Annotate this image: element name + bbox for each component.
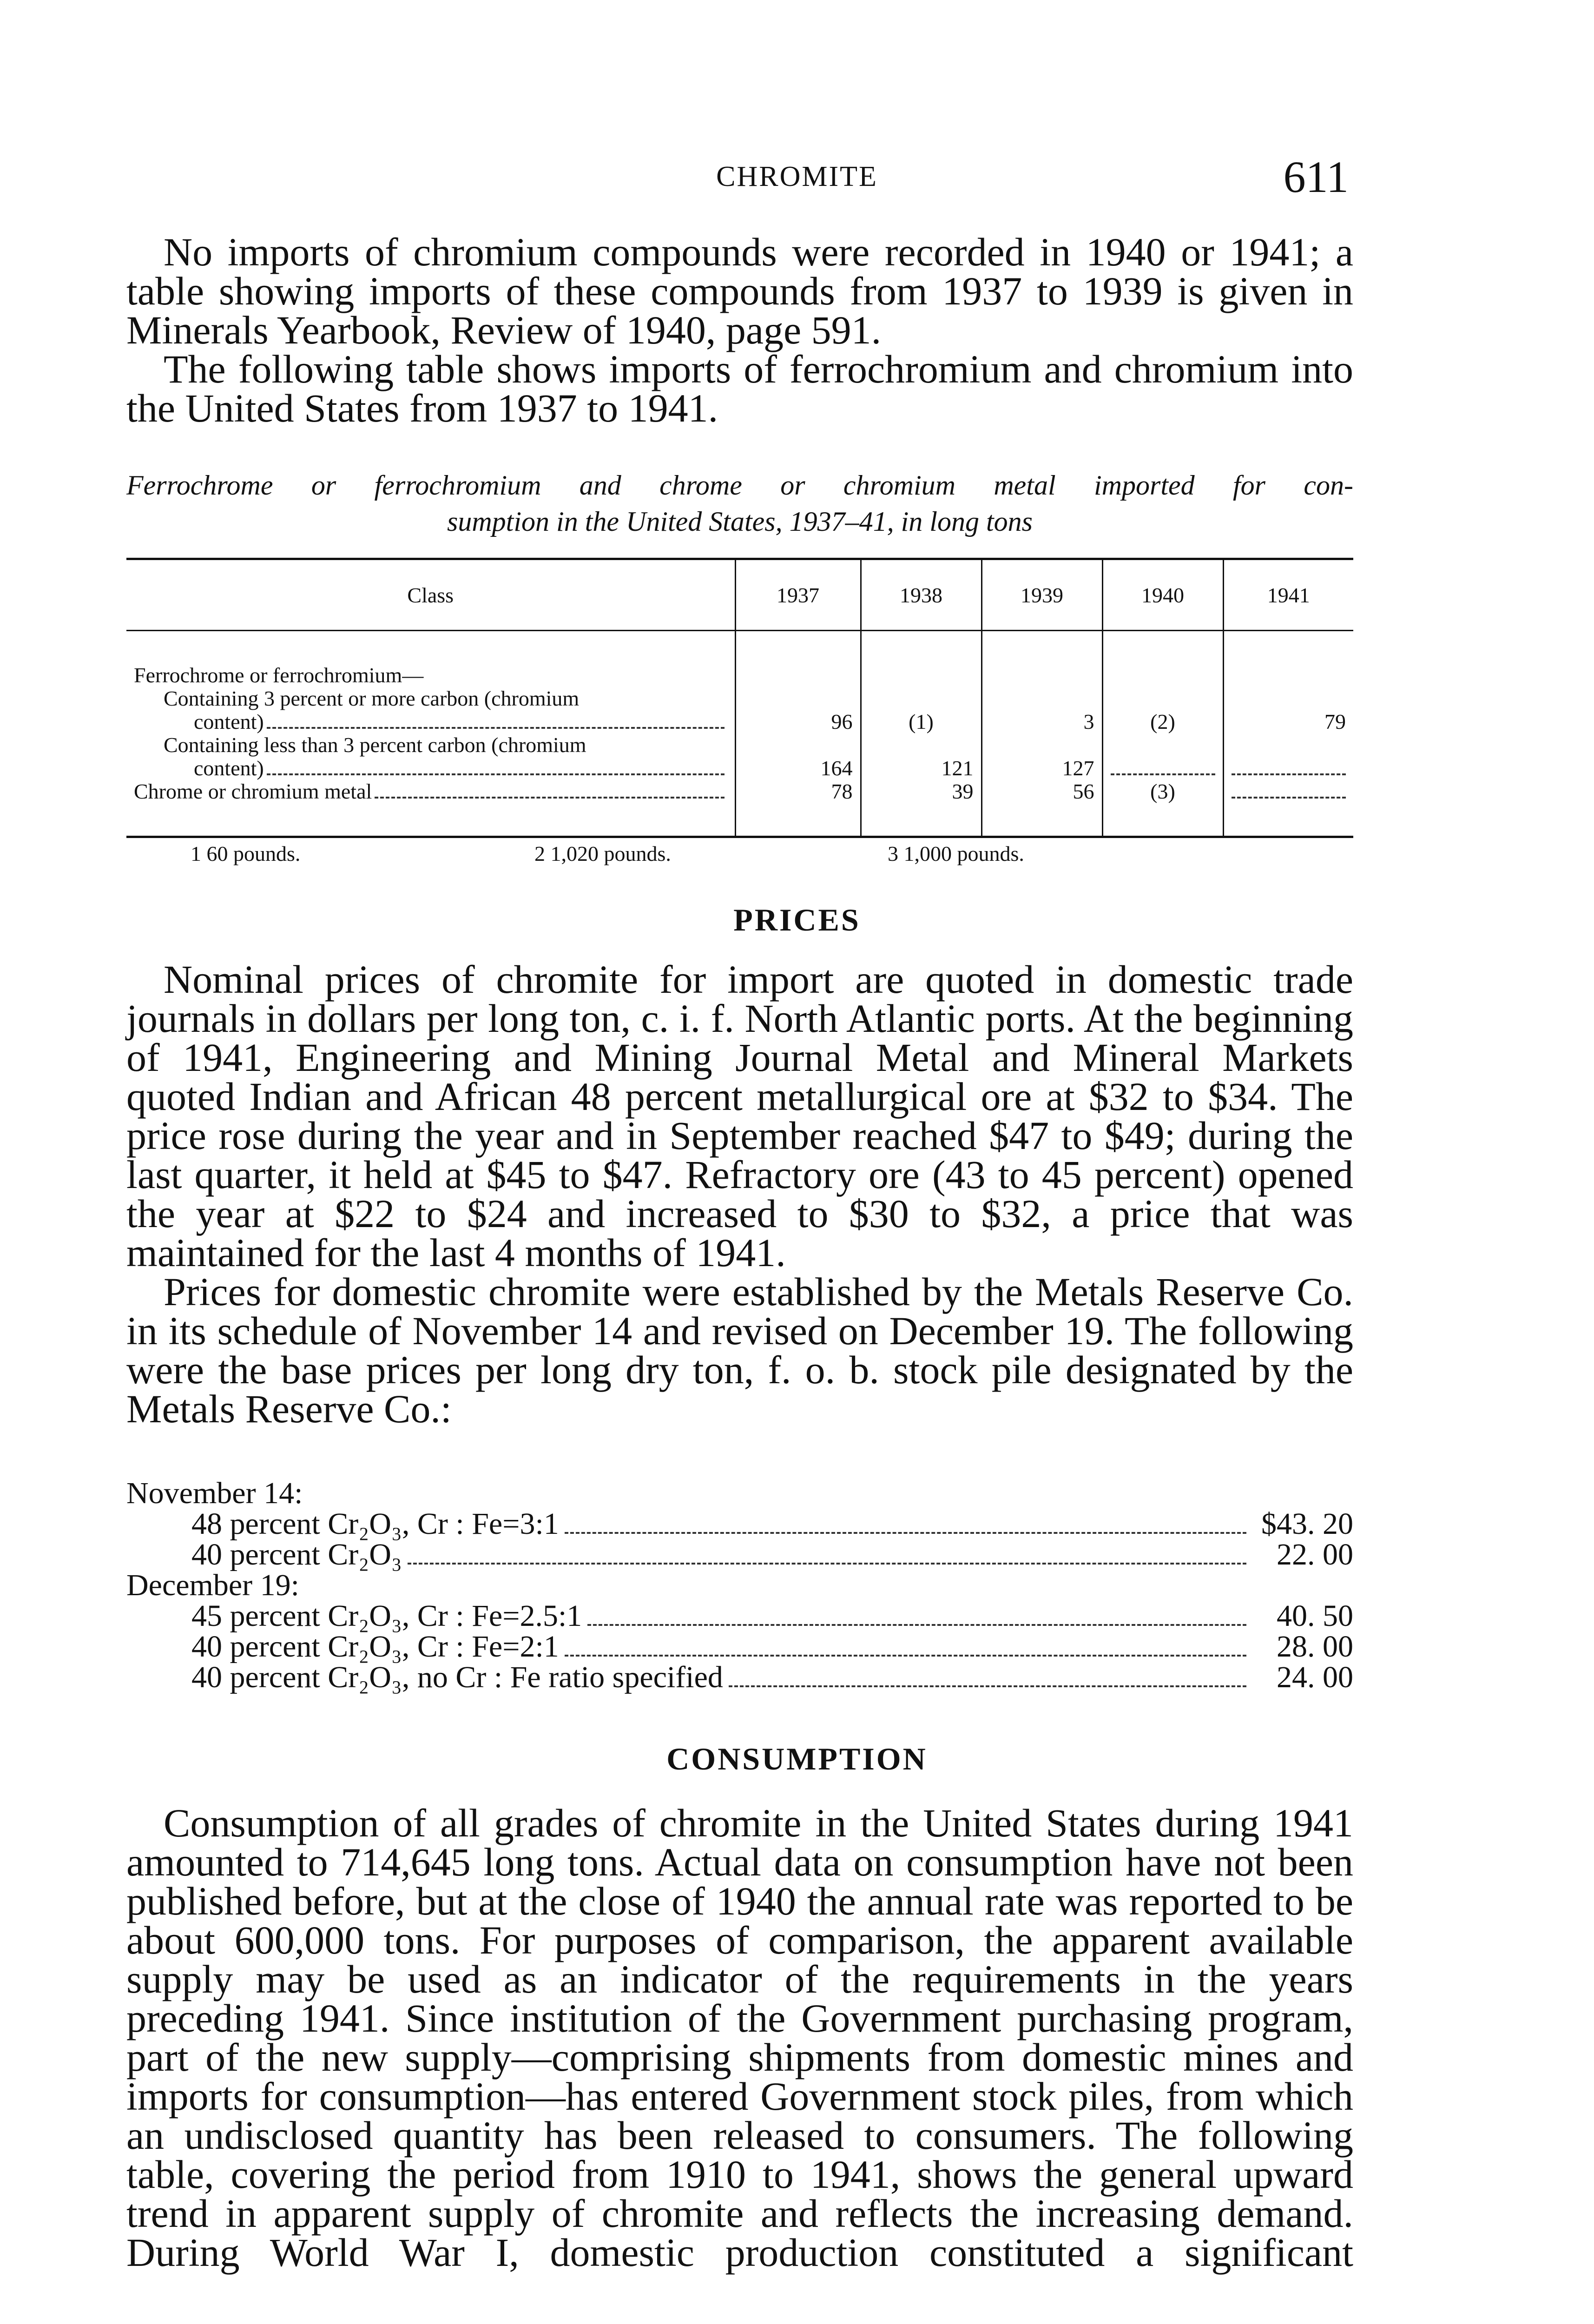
table-row [126,780,1353,837]
column-header: 1937 [735,559,861,631]
price-label: 40 percent Cr₂O₃ [191,1538,402,1571]
column-header: 1941 [1223,559,1353,631]
table-header-row [126,559,1353,631]
footnote: 2 1,020 pounds. [534,842,671,865]
table-cell: 164 [735,733,861,780]
price-row [126,1601,1353,1631]
table-cell: 56 [981,780,1102,837]
prices-section [126,957,1353,1431]
table-cell: 78 [735,780,861,837]
intro-section [126,232,1353,428]
table-cell: 96 [735,687,861,733]
price-row [126,1631,1353,1662]
price-row [126,1539,1353,1570]
table-cell: 79 [1223,687,1353,733]
column-header: 1938 [861,559,981,631]
prices-heading: PRICES [733,902,861,938]
footnote: 3 1,000 pounds. [888,842,1024,865]
row-label [126,733,735,780]
table-caption [126,467,1353,540]
price-label: 40 percent Cr₂O₃, no Cr : Fe ratio specified [191,1660,723,1694]
table-cell: (1) [861,687,981,733]
row-label [126,687,735,733]
table-cell-empty [1223,780,1353,837]
price-label: 48 percent Cr₂O₃, Cr : Fe=3:1 [191,1507,559,1541]
table-cell-empty [1102,733,1223,780]
consumption-section [126,1801,1353,2275]
running-head [0,152,1594,211]
footnote: 1 60 pounds. [191,842,301,865]
imports-table [126,558,1353,838]
prices-paragraph-1: Nominal prices of chromite for import are quoted in domestic trade journals in dollars per long ton, c. i. f. North Atlantic ports. At the beginning of 1941, Engineering and Mining Journal Metal and Mineral Markets quoted Indian and African 48 percent metallurgical ore at $32 to $34. The price rose during the year and in September reached $47 to $49; during the last quarter, it held at $45 to $47. Refractory ore (43 to 45 percent) opened the year at $22 to $24 and increased to $30 to $32, a price that was maintained for the last 4 months of 1941. [126,957,1353,1275]
row-label [126,780,735,837]
table-cell-empty [1223,733,1353,780]
table-cell: 127 [981,733,1102,780]
running-head-title: CHROMITE [716,161,878,192]
price-value: 22. 00 [1277,1538,1353,1571]
price-row [126,1662,1353,1693]
intro-paragraph-1: No imports of chromium compounds were recorded in 1940 or 1941; a table showing imports of these compounds from 1937 to 1939 is given in Minerals Yearbook, Review of 1940, page 591. [126,230,1353,352]
consumption-heading: CONSUMPTION [666,1741,928,1776]
table-cell: (3) [1102,780,1223,837]
column-header: Class [126,559,735,631]
column-header: 1939 [981,559,1102,631]
price-value: 28. 00 [1277,1630,1353,1664]
group-label: Ferrochrome or ferrochromium— [134,663,424,687]
table-cell: (2) [1102,687,1223,733]
table-caption-line-1: Ferrochrome or ferrochromium and chrome or chromium metal imported for con- [126,470,1353,501]
row-label-line: Containing 3 percent or more carbon (chromium [164,687,580,710]
row-label-line: content) [194,710,264,733]
price-value: $43. 20 [1261,1507,1353,1541]
table-caption-line-2: sumption in the United States, 1937–41, in long tons [447,506,1033,537]
column-header: 1940 [1102,559,1223,631]
price-row [126,1509,1353,1539]
consumption-paragraph: Consumption of all grades of chromite in the United States during 1941 amounted to 714,645 long tons. Actual data on consumption have not been published before, but at the close of 1940 the annual rate was reported to be about 600,000 tons. For purposes of comparison, the apparent available supply may be used as an indicator of the requirements in the years preceding 1941. Since institution of the Government purchasing program, part of the new supply—comprising shipments from domestic mines and imports for consumption—has entered Government stock piles, from which an undisclosed quantity has been released to consumers. The following table, covering the period from 1910 to 1941, shows the general upward trend in apparent supply of chromite and reflects the increasing demand. During World War I, domestic production constituted a significant [126,1801,1353,2275]
page-number: 611 [1283,152,1349,202]
table-cell: 3 [981,687,1102,733]
row-label-line: Containing less than 3 percent carbon (chromium [164,733,586,757]
schedule-date: December 19: [126,1568,299,1602]
row-label-line: content) [194,756,264,780]
price-value: 40. 50 [1277,1599,1353,1633]
intro-paragraph-2: The following table shows imports of ferrochromium and chromium into the United States from 1937 to 1941. [126,347,1353,430]
price-value: 24. 00 [1277,1660,1353,1694]
price-schedule [126,1478,1353,1693]
price-label: 45 percent Cr₂O₃, Cr : Fe=2.5:1 [191,1599,582,1633]
table-row [126,687,1353,733]
schedule-date: November 14: [126,1476,303,1510]
table-row [126,733,1353,780]
prices-paragraph-2: Prices for domestic chromite were established by the Metals Reserve Co. in its schedule of November 14 and revised on December 19. The following were the base prices per long dry ton, f. o. b. stock pile designated by the Metals Reserve Co.: [126,1269,1353,1431]
price-label: 40 percent Cr₂O₃, Cr : Fe=2:1 [191,1630,559,1664]
table-cell: 121 [861,733,981,780]
table-row [126,631,1353,687]
row-label-line: Chrome or chromium metal [134,779,372,803]
table-cell: 39 [861,780,981,837]
